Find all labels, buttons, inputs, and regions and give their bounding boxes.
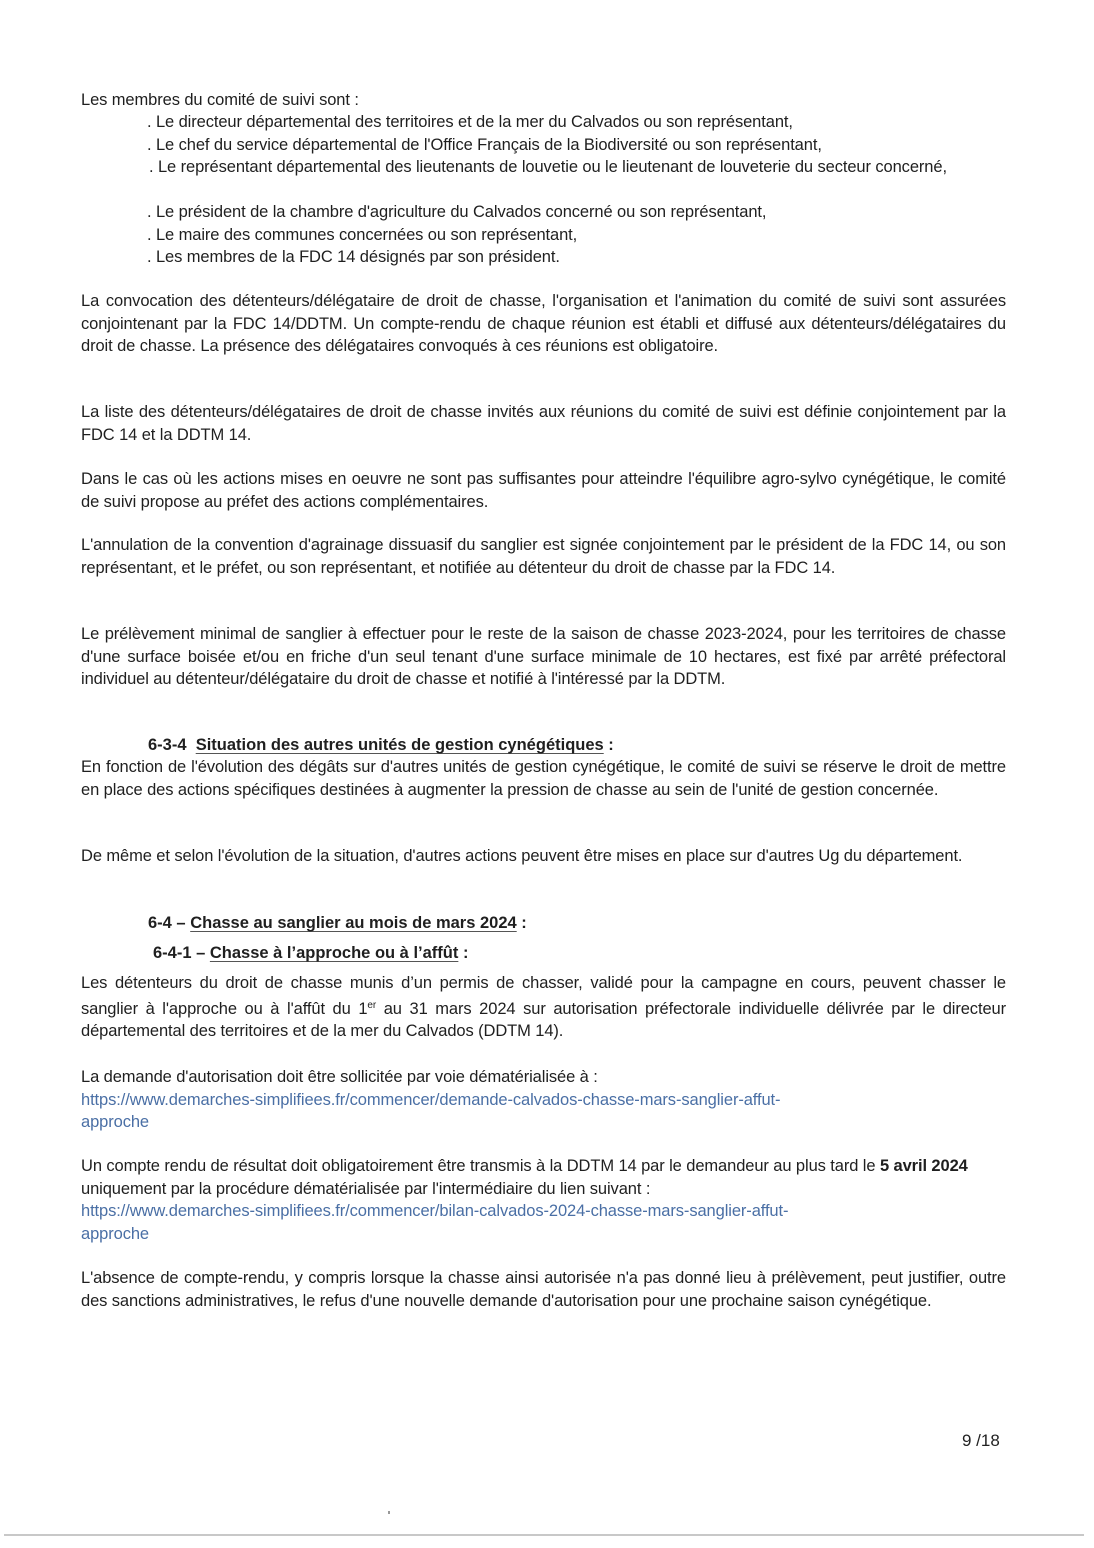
member-item: . Les membres de la FDC 14 désignés par son président. [147,248,560,266]
section-heading-6-3-4 [148,734,614,756]
section-title: Situation des autres unités de gestion cynégétiques [195,736,604,754]
scan-artifact [388,1511,390,1514]
section-colon: : [458,944,469,962]
member-item: . Le représentant départemental des lieutenants de louvetie ou le lieutenant de louveterie du secteur concerné, [149,158,947,176]
text-segment: uniquement par la procédure dématérialisée par l'intermédiaire du lien suivant : [81,1179,651,1198]
bilan-link[interactable] [81,1200,1006,1245]
paragraph-compte-rendu [81,1155,1006,1245]
link-line[interactable]: approche [81,1113,150,1132]
member-item: . Le maire des communes concernées ou son représentant, [147,226,578,244]
section-colon: : [603,736,614,754]
text-segment: Les détenteurs du droit de chasse munis d’un permis de chasser, validé pour la campagne en cours, peuvent chasser le sanglier à l'approche ou à l'affût du 1 [81,974,1006,1018]
section-heading-6-4-1 [153,942,468,964]
section-colon: : [516,914,527,932]
section-number: 6-3-4 [148,736,187,754]
demande-link[interactable] [81,1089,1006,1134]
paragraph-prelevement: Le prélèvement minimal de sanglier à effectuer pour le reste de la saison de chasse 2023-2024, pour les territoires de chasse d'une surface boisée et/ou en friche d'un seul tenant d'une surface minimale de 10 hectares, est fixé par arrêté préfectoral individuel au détenteur/délégataire du droit de chasse et notifié à l'intéressé par la DDTM. [81,625,1006,689]
section-title: Chasse à l’approche ou à l’affût [209,944,459,962]
paragraph-634-autres-actions: De même et selon l'évolution de la situation, d'autres actions peuvent être mises en place sur d'autres Ug du département. [81,847,963,865]
section-title: Chasse au sanglier au mois de mars 2024 [190,914,517,932]
paragraph-634-evolution: En fonction de l'évolution des dégâts sur d'autres unités de gestion cynégétique, le comité de suivi se réserve le droit de mettre en place des actions spécifiques destinées à augmenter la pression de chasse au sein de l'unité de gestion concernée. [81,758,1006,799]
text-segment: Un compte rendu de résultat doit obligatoirement être transmis à la DDTM 14 par le demandeur au plus tard le [81,1157,880,1175]
member-item: . Le directeur départemental des territoires et de la mer du Calvados ou son représentant, [147,113,793,131]
section-number: 6-4-1 – [153,944,210,962]
section-number: 6-4 – [148,914,191,932]
link-line[interactable]: approche [81,1224,150,1243]
paragraph-convocation: La convocation des détenteurs/délégataire de droit de chasse, l'organisation et l'animation du comité de suivi sont assurées conjointenant par la FDC 14/DDTM. Un compte-rendu de chaque réunion est établi et diffusé aux détenteurs/délégataires du droit de chasse. La présence des délégataires convoqués à ces réunions est obligatoire. [81,292,1006,356]
paragraph-annulation: L'annulation de la convention d'agrainage dissuasif du sanglier est signée conjointement par le président de la FDC 14, ou son représentant, et le préfet, ou son représentant, et notifiée au détenteur du droit de chasse par la FDC 14. [81,536,1006,577]
members-intro: Les membres du comité de suivi sont : [81,91,359,109]
link-line[interactable]: https://www.demarches-simplifiees.fr/commencer/bilan-calvados-2024-chasse-mars-sanglier-affut- [81,1202,789,1221]
section-heading-6-4 [148,912,527,934]
paragraph-641-permis [81,972,1006,1043]
paragraph-absence: L'absence de compte-rendu, y compris lorsque la chasse ainsi autorisée n'a pas donné lieu à prélèvement, peut justifier, outre des sanctions administratives, le refus d'une nouvelle demande d'autorisation pour une prochaine saison cynégétique. [81,1269,1006,1310]
member-item: . Le président de la chambre d'agriculture du Calvados concerné ou son représentant, [147,203,767,221]
paragraph-insuffisant: Dans le cas où les actions mises en oeuvre ne sont pas suffisantes pour atteindre l'équilibre agro-sylvo cynégétique, le comité de suivi propose au préfet des actions complémentaires. [81,470,1006,511]
page-number: 9 /18 [962,1431,1000,1450]
text-segment: au 31 mars 2024 sur autorisation préfectorale individuelle délivrée par le directeur départemental des territoires et de la mer du Calvados (DDTM 14). [81,999,1006,1041]
paragraph-demande [81,1066,1006,1134]
link-line[interactable]: https://www.demarches-simplifiees.fr/commencer/demande-calvados-chasse-mars-sanglier-affut- [81,1090,781,1109]
demande-text: La demande d'autorisation doit être sollicitée par voie dématérialisée à : [81,1068,598,1086]
superscript: er [367,999,377,1011]
paragraph-liste: La liste des détenteurs/délégataires de droit de chasse invités aux réunions du comité de suivi est définie conjointement par la FDC 14 et la DDTM 14. [81,403,1006,444]
page-bottom-edge [4,1534,1084,1536]
member-item: . Le chef du service départemental de l'Office Français de la Biodiversité ou son représentant, [147,136,822,154]
deadline-date: 5 avril 2024 [879,1157,968,1175]
